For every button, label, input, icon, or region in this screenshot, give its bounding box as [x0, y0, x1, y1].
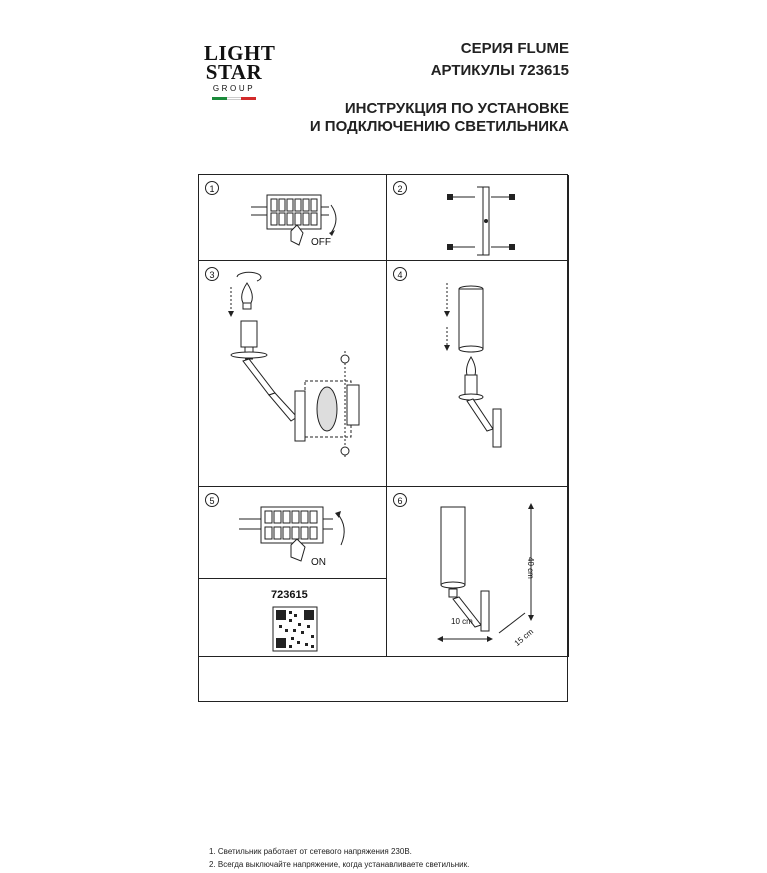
- step-2-panel: [387, 175, 569, 261]
- step-number: 5: [205, 493, 219, 507]
- step-1-panel: [199, 175, 387, 261]
- product-code-panel: [199, 579, 387, 657]
- shade-installation-illustration: [387, 261, 569, 487]
- step-5-panel: [199, 487, 387, 579]
- step-number: 6: [393, 493, 407, 507]
- instruction-grid: [198, 174, 568, 869]
- logo-line-group: GROUP: [212, 84, 256, 93]
- logo-line-star: STAR: [205, 60, 263, 84]
- depth-dimension: 15 cm: [512, 627, 536, 648]
- notes: [209, 847, 469, 873]
- dimensions-illustration: [387, 487, 569, 657]
- step-number: 4: [393, 267, 407, 281]
- instruction-title-line1: ИНСТРУКЦИЯ ПО УСТАНОВКЕ: [344, 100, 569, 117]
- brand-logo: [204, 41, 276, 122]
- step-3-panel: [199, 261, 387, 487]
- series-title: СЕРИЯ FLUME: [460, 40, 569, 57]
- step-4-panel: [387, 261, 569, 487]
- step-number: 3: [205, 267, 219, 281]
- off-label: OFF: [311, 237, 331, 248]
- step-number: 1: [205, 181, 219, 195]
- qr-code-icon: [199, 579, 387, 657]
- step-6-panel: [387, 487, 569, 657]
- logo-line-light: LIGHT: [204, 41, 276, 65]
- terminal-block-on-illustration: [199, 487, 387, 579]
- product-code: 723615: [271, 589, 308, 601]
- italian-flag-icon: [212, 97, 256, 100]
- mounting-bracket-illustration: [387, 175, 569, 261]
- step-number: 2: [393, 181, 407, 195]
- height-dimension: 40 cm: [526, 557, 535, 579]
- width-dimension: 10 cm: [451, 617, 473, 626]
- fixture-assembly-illustration: [199, 261, 387, 487]
- note-item: 1. Светильник работает от сетевого напряжения 230В.: [209, 847, 412, 856]
- instruction-title-line2: И ПОДКЛЮЧЕНИЮ СВЕТИЛЬНИКА: [309, 118, 569, 135]
- article-number: АРТИКУЛЫ 723615: [430, 62, 569, 79]
- on-label: ON: [311, 557, 326, 568]
- note-item: 2. Всегда выключайте напряжение, когда устанавливаете светильник.: [209, 860, 470, 869]
- terminal-block-off-illustration: [199, 175, 387, 261]
